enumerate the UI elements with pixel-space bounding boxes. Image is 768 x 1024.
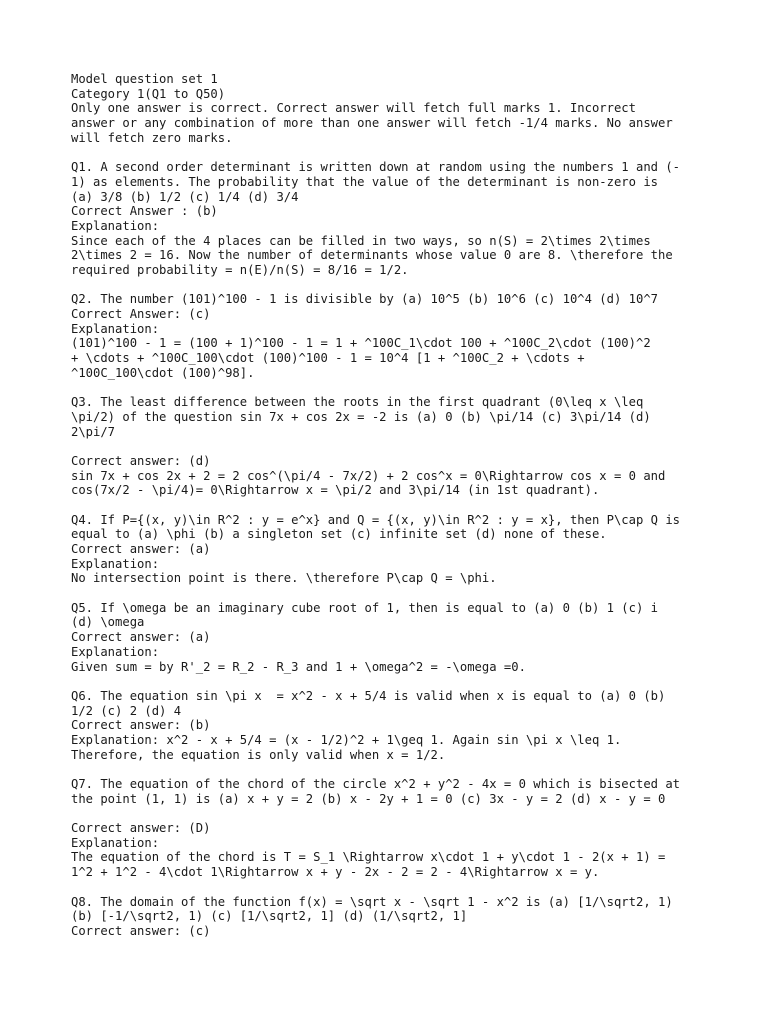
explanation-text: Since each of the 4 places can be filled in two ways, so n(S) = 2\times 2\times — [71, 233, 651, 248]
spacer — [71, 806, 711, 821]
correct-answer: Correct answer: (a) — [71, 542, 211, 556]
question-options: (d) \omega — [71, 615, 145, 630]
question-text: Q6. The equation sin \pi x = x^2 - x + 5/4 is valid when x is equal to (a) 0 (b) — [71, 688, 666, 703]
correct-answer: Correct Answer: (c) — [71, 307, 211, 321]
question-block-q6 — [71, 689, 711, 762]
question-text: Q5. If \omega be an imaginary cube root of 1, then is equal to (a) 0 (b) 1 (c) i — [71, 600, 658, 615]
spacer — [71, 880, 711, 895]
question-text: Q1. A second order determinant is written down at random using the numbers 1 and (- — [71, 160, 681, 175]
question-block-q3 — [71, 395, 711, 498]
spacer — [71, 762, 711, 777]
explanation-label: Explanation: — [71, 556, 160, 571]
spacer — [71, 498, 711, 513]
question-block-q4 — [71, 513, 711, 586]
explanation-label: Explanation: — [71, 218, 160, 233]
instructions-line: Only one answer is correct. Correct answer will fetch full marks 1. Incorrect — [71, 101, 636, 116]
question-text: Q8. The domain of the function f(x) = \sqrt x - \sqrt 1 - x^2 is (a) [1/\sqrt2, 1) — [71, 894, 673, 909]
question-options: the point (1, 1) is (a) x + y = 2 (b) x - 2y + 1 = 0 (c) 3x - y = 2 (d) x - y = 0 — [71, 791, 666, 806]
explanation-text: The equation of the chord is T = S_1 \Rightarrow x\cdot 1 + y\cdot 1 - 2(x + 1) = — [71, 850, 666, 865]
explanation-label: Explanation: — [71, 835, 160, 850]
category-line: Category 1(Q1 to Q50) — [71, 86, 226, 101]
question-options: 2\pi/7 — [71, 424, 116, 439]
spacer — [71, 674, 711, 689]
question-text: Q3. The least difference between the roots in the first quadrant (0\leq x \leq — [71, 395, 644, 410]
explanation-text: sin 7x + cos 2x + 2 = 2 cos^(\pi/4 - 7x/2) + 2 cos^x = 0\Rightarrow cos x = 0 and — [71, 468, 666, 483]
question-options: equal to (a) \phi (b) a singleton set (c) infinite set (d) none of these. — [71, 527, 607, 542]
question-text: Q7. The equation of the chord of the circle x^2 + y^2 - 4x = 0 which is bisected at — [71, 777, 681, 791]
correct-answer: Correct answer: (c) — [71, 923, 211, 938]
instructions-line: will fetch zero marks. — [71, 130, 233, 145]
spacer — [71, 278, 711, 293]
question-text: Q4. If P={(x, y)\in R^2 : y = e^x} and Q = {(x, y)\in R^2 : y = x}, then P\cap Q is — [71, 512, 681, 527]
question-text: 1) as elements. The probability that the value of the determinant is non-zero is — [71, 174, 658, 189]
correct-answer: Correct Answer : (b) — [71, 204, 218, 219]
spacer — [71, 586, 711, 601]
question-options: 1/2 (c) 2 (d) 4 — [71, 703, 182, 718]
question-text: \pi/2) of the question sin 7x + cos 2x = -2 is (a) 0 (b) \pi/14 (c) 3\pi/14 (d) — [71, 409, 651, 424]
document-page — [71, 72, 711, 939]
document-title: Model question set 1 — [71, 72, 218, 86]
explanation-text: Therefore, the equation is only valid when x = 1/2. — [71, 747, 446, 762]
question-block-q7 — [71, 777, 711, 880]
explanation-text: 2\times 2 = 16. Now the number of determinants whose value 0 are 8. \therefore the — [71, 248, 673, 263]
explanation-label: Explanation: — [71, 644, 160, 659]
explanation-label: Explanation: — [71, 321, 160, 336]
question-options: (b) [-1/\sqrt2, 1) (c) [1/\sqrt2, 1] (d) (1/\sqrt2, 1] — [71, 909, 468, 924]
question-block-q2 — [71, 292, 711, 380]
instructions-line: answer or any combination of more than one answer will fetch -1/4 marks. No answer — [71, 116, 673, 131]
correct-answer: Correct answer: (D) — [71, 821, 211, 836]
question-block-q8 — [71, 895, 711, 939]
explanation-text: Explanation: x^2 - x + 5/4 = (x - 1/2)^2 + 1\geq 1. Again sin \pi x \leq 1. — [71, 732, 622, 747]
header-block — [71, 72, 711, 145]
question-options: (a) 3/8 (b) 1/2 (c) 1/4 (d) 3/4 — [71, 189, 299, 204]
explanation-text: + \cdots + ^100C_100\cdot (100)^100 - 1 = 10^4 [1 + ^100C_2 + \cdots + — [71, 351, 585, 366]
spacer — [71, 380, 711, 395]
correct-answer: Correct answer: (a) — [71, 630, 211, 645]
spacer — [71, 439, 711, 454]
correct-answer: Correct answer: (d) — [71, 453, 211, 468]
explanation-text: Given sum = by R'_2 = R_2 - R_3 and 1 + \omega^2 = -\omega =0. — [71, 659, 526, 674]
explanation-text: 1^2 + 1^2 - 4\cdot 1\Rightarrow x + y - 2x - 2 = 2 - 4\Rightarrow x = y. — [71, 865, 600, 880]
explanation-text: cos(7x/2 - \pi/4)= 0\Rightarrow x = \pi/2 and 3\pi/14 (in 1st quadrant). — [71, 483, 600, 498]
question-block-q5 — [71, 601, 711, 674]
explanation-text: ^100C_100\cdot (100)^98]. — [71, 365, 255, 380]
explanation-text: required probability = n(E)/n(S) = 8/16 = 1/2. — [71, 262, 409, 277]
explanation-text: No intersection point is there. \therefore P\cap Q = \phi. — [71, 571, 497, 586]
correct-answer: Correct answer: (b) — [71, 718, 211, 733]
spacer — [71, 145, 711, 160]
question-text: Q2. The number (101)^100 - 1 is divisible by (a) 10^5 (b) 10^6 (c) 10^4 (d) 10^7 — [71, 292, 658, 307]
question-block-q1 — [71, 160, 711, 278]
explanation-text: (101)^100 - 1 = (100 + 1)^100 - 1 = 1 + ^100C_1\cdot 100 + ^100C_2\cdot (100)^2 — [71, 336, 651, 351]
